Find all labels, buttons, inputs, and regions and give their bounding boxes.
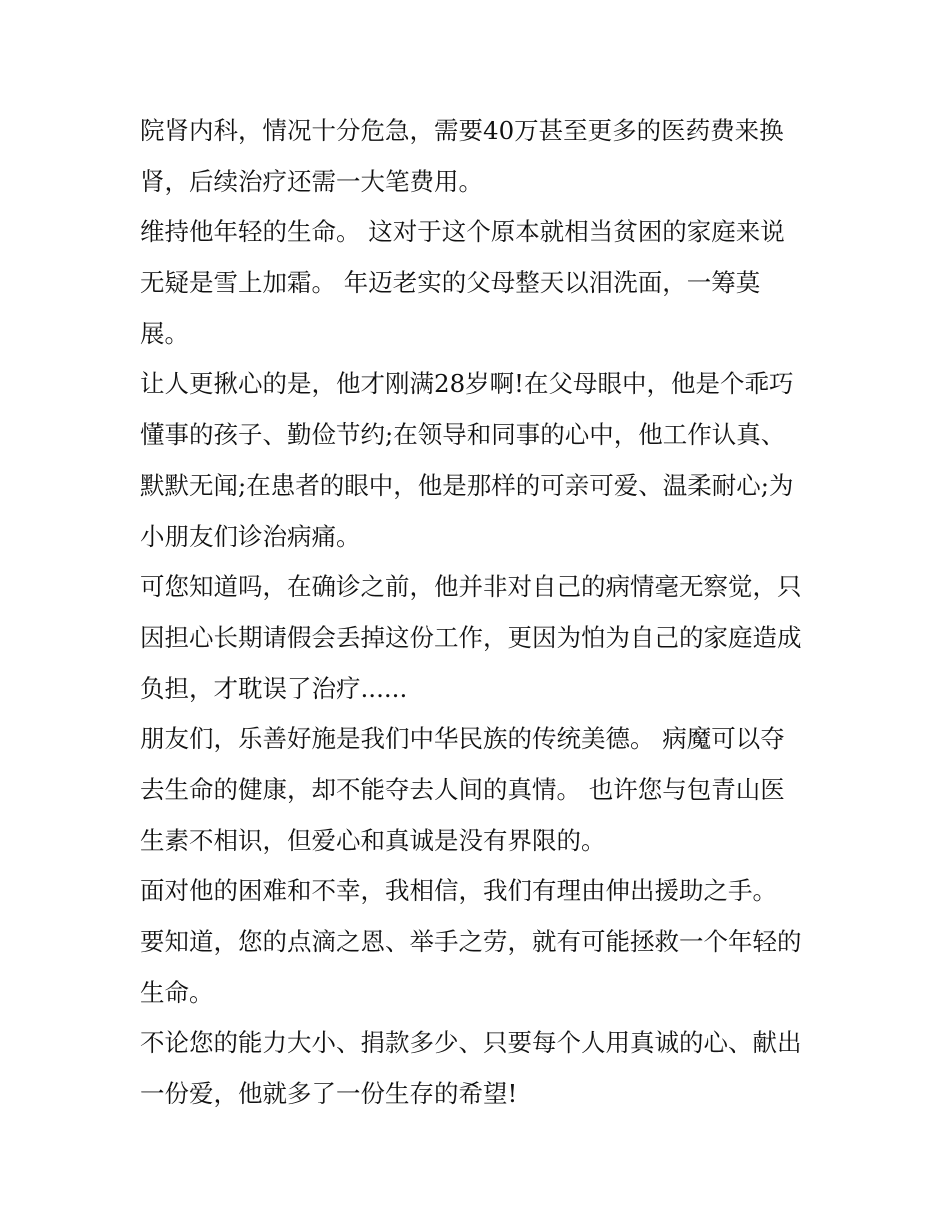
text-line: 展。 xyxy=(140,318,189,348)
text-line: 院肾内科，情况十分危急，需要40万甚至更多的医药费来换 xyxy=(140,116,784,145)
text-line: 要知道，您的点滴之恩、举手之劳，就有可能拯救一个年轻的 xyxy=(140,927,802,956)
text-line: 小朋友们诊治病痛。 xyxy=(140,521,361,551)
body-text xyxy=(140,106,820,1120)
text-line: 可您知道吗，在确诊之前，他并非对自己的病情毫无察觉，只 xyxy=(140,572,802,602)
text-line: 生素不相识，但爱心和真诚是没有界限的。 xyxy=(140,825,606,855)
text-line: 让人更揪心的是，他才刚满28岁啊!在父母眼中，他是个乖巧 xyxy=(140,369,794,399)
text-line: 默默无闻;在患者的眼中，他是那样的可亲可爱、温柔耐心;为 xyxy=(140,470,794,500)
text-line: 一份爱，他就多了一份生存的希望! xyxy=(140,1079,518,1109)
text-line: 面对他的困难和不幸，我相信，我们有理由伸出援助之手。 xyxy=(140,876,777,906)
text-line: 因担心长期请假会丢掉这份工作，更因为怕为自己的家庭造成 xyxy=(140,622,802,652)
text-line: 不论您的能力大小、捐款多少、只要每个人用真诚的心、献出 xyxy=(140,1028,802,1058)
text-line: 负担，才耽误了治疗...... xyxy=(140,673,408,703)
text-line: 维持他年轻的生命。 这对于这个原本就相当贫困的家庭来说 xyxy=(140,217,785,247)
text-line: 无疑是雪上加霜。 年迈老实的父母整天以泪洗面，一筹莫 xyxy=(140,268,761,298)
text-line: 生命。 xyxy=(140,977,214,1007)
text-line: 朋友们，乐善好施是我们中华民族的传统美德。 病魔可以夺 xyxy=(140,724,785,754)
text-line: 懂事的孩子、勤俭节约;在领导和同事的心中，他工作认真、 xyxy=(140,420,786,450)
text-line: 去生命的健康，却不能夺去人间的真情。 也许您与包青山医 xyxy=(140,774,785,804)
text-line: 肾，后续治疗还需一大笔费用。 xyxy=(140,166,483,196)
